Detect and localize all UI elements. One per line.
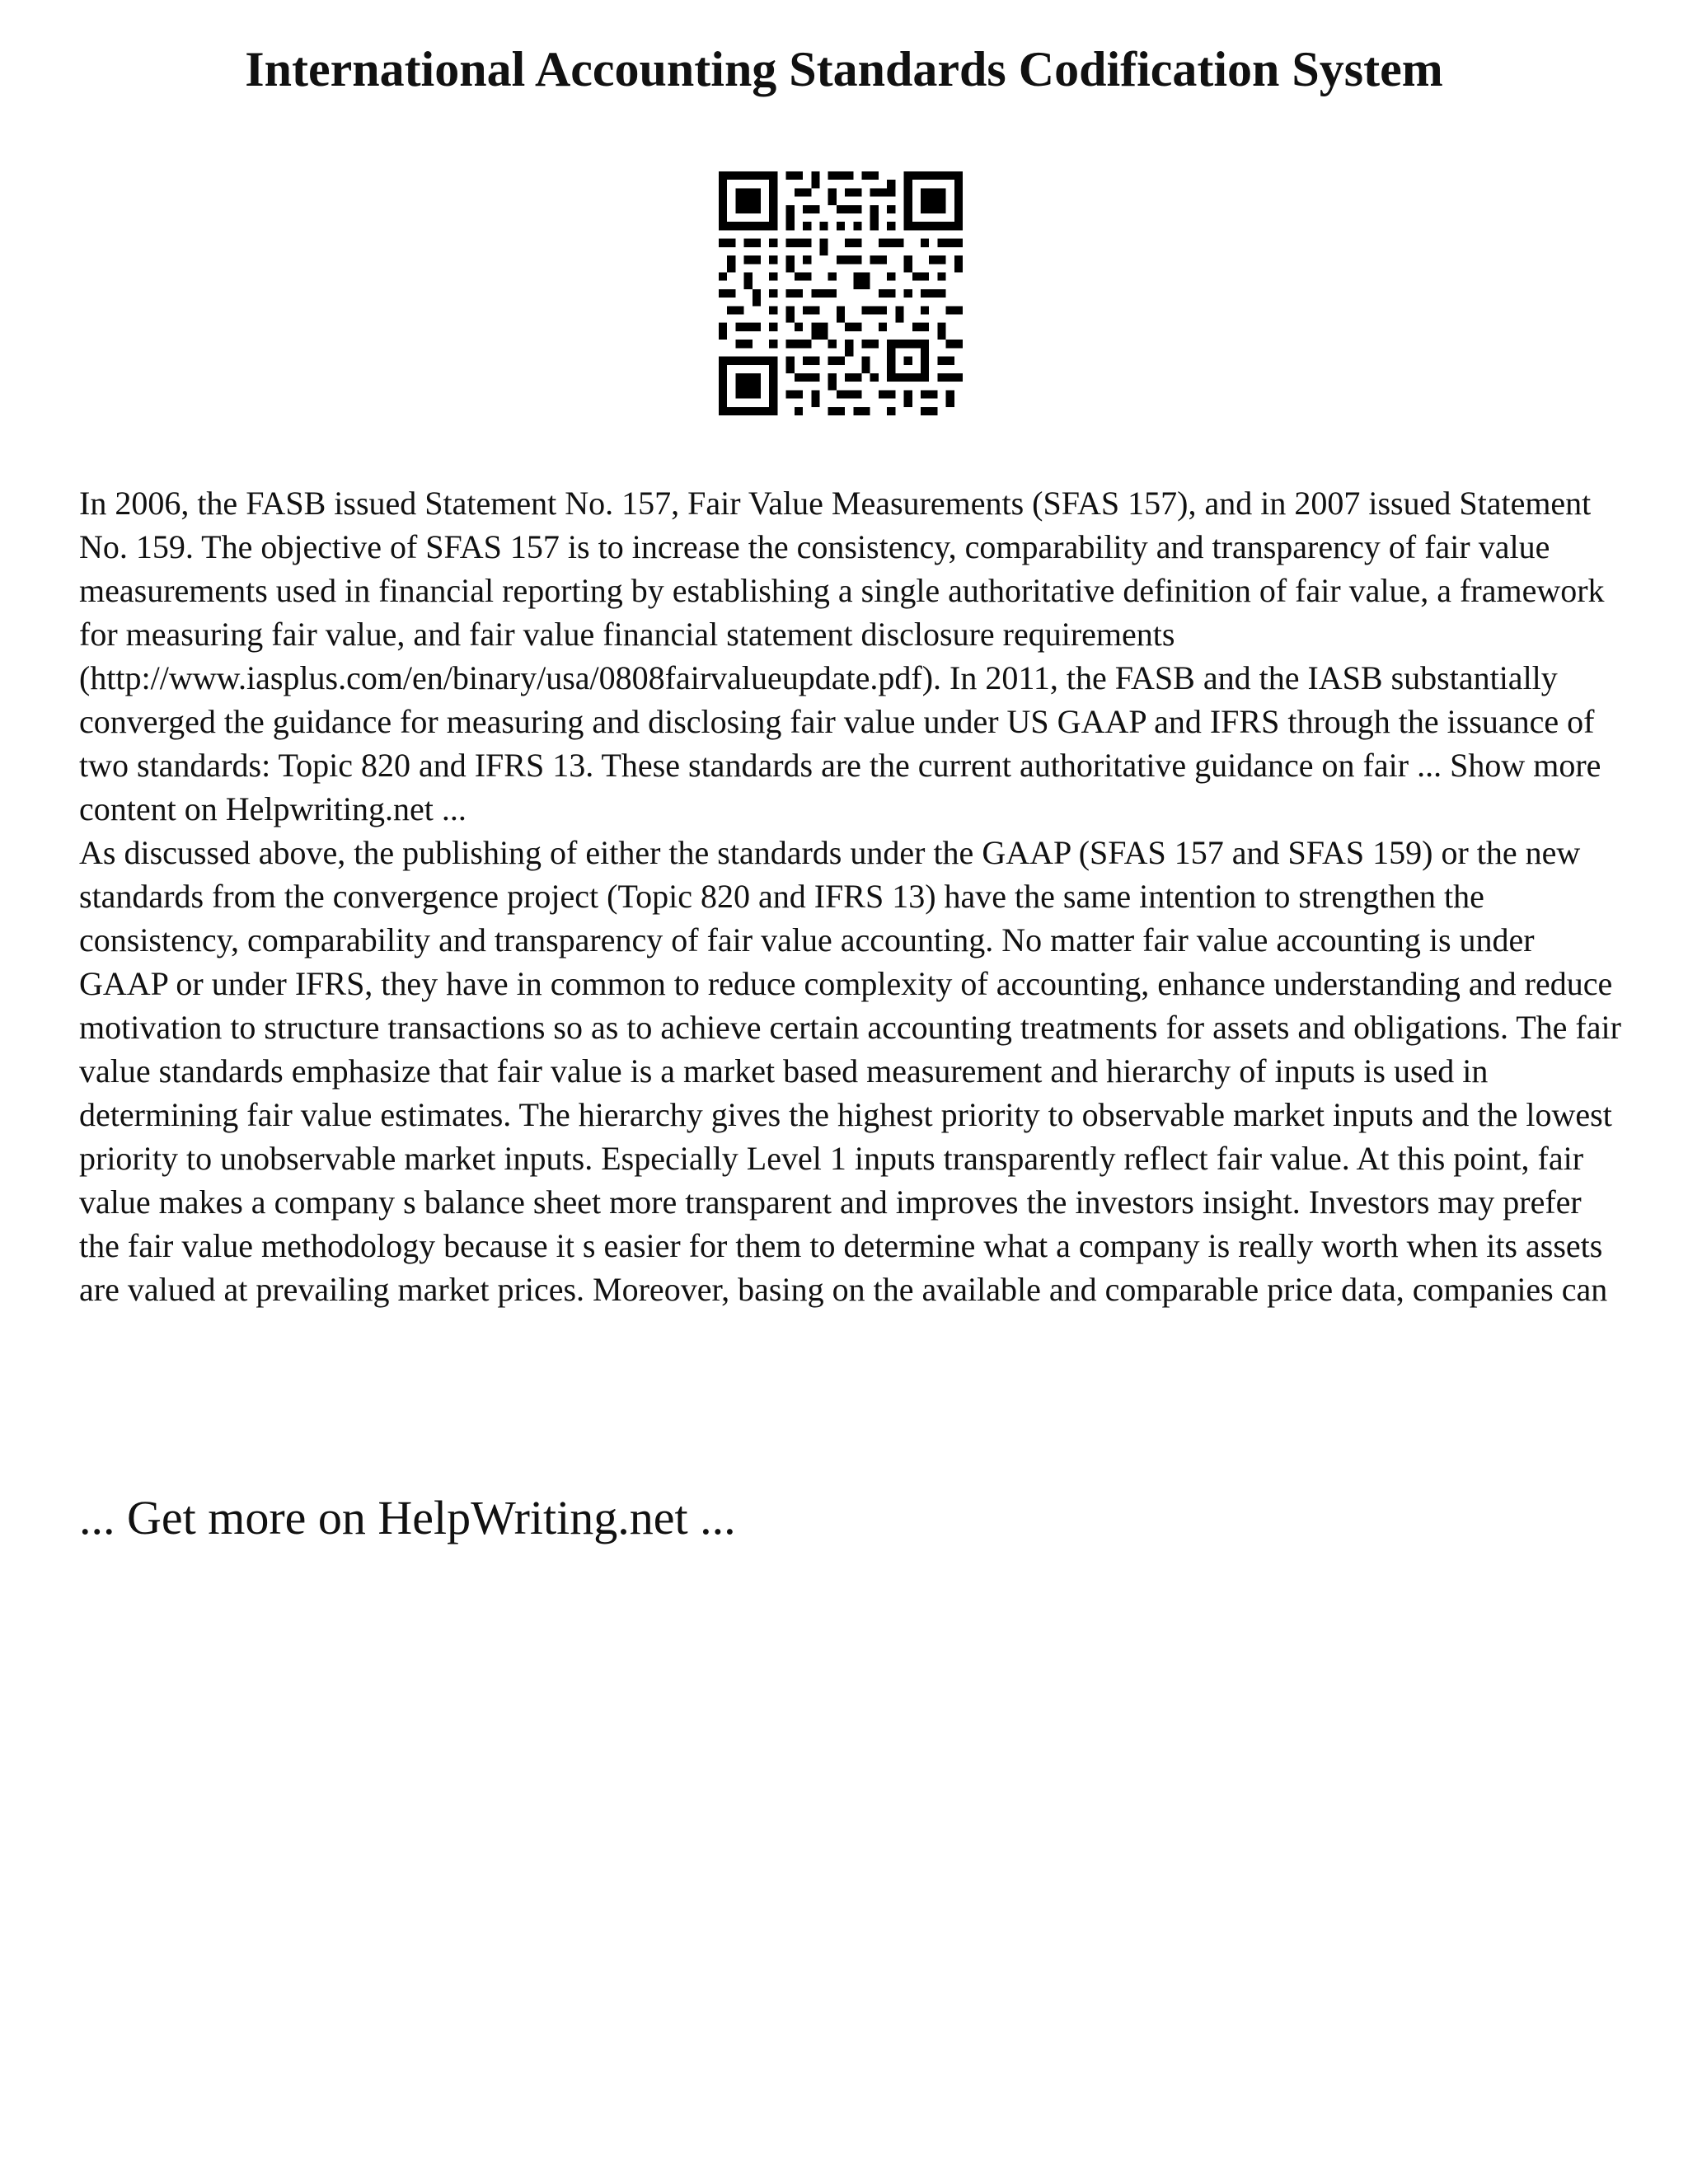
article-body bbox=[79, 481, 1629, 1311]
paragraph: As discussed above, the publishing of either the standards under the GAAP (SFAS 157 and SFAS 159) or the new standards from the convergence project (Topic 820 and IFRS 13) have the same intention to strengthen the consistency, comparability and transparency of fair value accounting. No matter fair value accounting is under GAAP or under IFRS, they have in common to reduce complexity of accounting, enhance understanding and reduce motivation to structure transactions so as to achieve certain accounting treatments for assets and obligations. The fair value standards emphasize that fair value is a market based measurement and hierarchy of inputs is used in determining fair value estimates. The hierarchy gives the highest priority to observable market inputs and the lowest priority to unobservable market inputs. Especially Level 1 inputs transparently reflect fair value. At this point, fair value makes a company s balance sheet more transparent and improves the investors insight. Investors may prefer the fair value methodology because it s easier for them to determine what a company is really worth when its assets are valued at prevailing market prices. Moreover, basing on the available and comparable price data, companies can bbox=[79, 834, 1621, 1308]
page-title: International Accounting Standards Codification System bbox=[245, 42, 1443, 96]
qr-code-icon bbox=[719, 171, 963, 415]
paragraph: In 2006, the FASB issued Statement No. 157, Fair Value Measurements (SFAS 157), and in 2007 issued Statement No. 159. The objective of SFAS 157 is to increase the consistency, comparability and transparency of fair value measurements used in financial reporting by establishing a single authoritative definition of fair value, a framework for measuring fair value, and fair value financial statement disclosure requirements (http://www.iasplus.com/en/binary/usa/0808fairvalueupdate.pdf). In 2011, the FASB and the IASB substantially converged the guidance for measuring and disclosing fair value under US GAAP and IFRS through the issuance of two standards: Topic 820 and IFRS 13. These standards are the current authoritative guidance on fair ... Show more content on Helpwriting.net ... bbox=[79, 485, 1605, 827]
get-more-link[interactable]: ... Get more on HelpWriting.net ... bbox=[79, 1491, 736, 1544]
